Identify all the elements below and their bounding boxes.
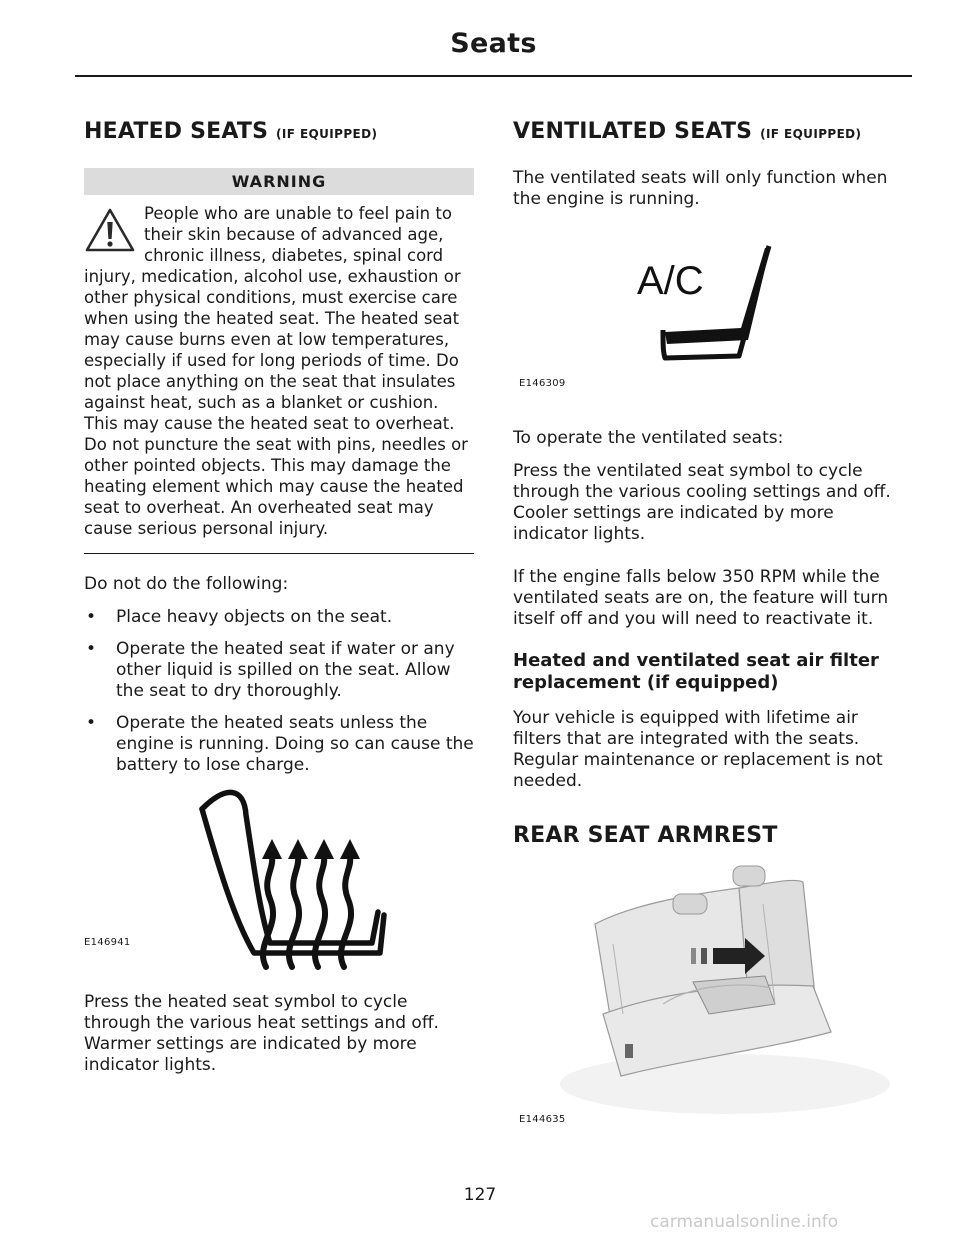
- ac-icon-label: A/C: [637, 259, 704, 303]
- rear-seat-armrest-illustration: [513, 864, 908, 1124]
- ventilated-p2: Press the ventilated seat symbol to cycle through the various cooling settings and off. Cooler settings are indicated by more indicator lights.: [513, 461, 891, 544]
- rear-seat-figure: [513, 864, 908, 1139]
- page-number: 127: [463, 1185, 497, 1205]
- ventilated-seats-heading: [513, 118, 908, 148]
- heading-suffix: (IF EQUIPPED): [760, 127, 862, 141]
- right-column: [513, 118, 908, 1139]
- bullet-marker: •: [86, 607, 97, 627]
- list-item: [84, 607, 474, 628]
- do-not-intro: Do not do the following:: [84, 574, 289, 594]
- list-item: [84, 639, 474, 702]
- list-item-text: Place heavy objects on the seat.: [116, 607, 393, 627]
- warning-box: [84, 168, 474, 554]
- figure-code: E144635: [519, 1114, 566, 1125]
- air-filter-text: Your vehicle is equipped with lifetime air filters that are integrated with the seats. Regular maintenance or replacement is not needed.: [513, 708, 883, 791]
- rear-seat-armrest-heading: REAR SEAT ARMREST: [513, 823, 778, 848]
- header-rule: [75, 75, 912, 77]
- watermark: carmanualsonline.info: [650, 1212, 839, 1232]
- warning-text: People who are unable to feel pain to their skin because of advanced age, chronic illness, diabetes, spinal cord injury, medication, alcohol use, exhaustion or other physical conditions, must exercise care when using the heated seat. The heated seat may cause burns even at low temperatures, especially if used for long periods of time. Do not place anything on the seat that insulates against heat, such as a blanket or cushion. This may cause the heated seat to overheat. Do not puncture the seat with pins, needles or other pointed objects. This may damage the heating element which may cause the heated seat to overheat. An overheated seat may cause serious personal injury.: [84, 204, 468, 538]
- heated-seats-heading: [84, 118, 474, 148]
- list-item: [84, 713, 474, 776]
- bullet-marker: •: [86, 713, 97, 733]
- page-header: [75, 28, 912, 59]
- warning-title: WARNING: [84, 168, 474, 195]
- heated-seat-instructions: Press the heated seat symbol to cycle through the various heat settings and off. Warmer settings are indicated by more indicator lights.: [84, 992, 439, 1075]
- ventilated-seat-figure: [513, 240, 908, 420]
- heated-seat-icon: [84, 787, 474, 972]
- ventilated-seat-icon: [513, 240, 908, 390]
- left-column: [84, 118, 474, 1088]
- warning-triangle-icon: [84, 207, 136, 253]
- figure-code: E146941: [84, 937, 131, 948]
- heading-text: VENTILATED SEATS: [513, 119, 753, 144]
- ventilated-intro: The ventilated seats will only function when the engine is running.: [513, 168, 888, 209]
- bullet-marker: •: [86, 639, 97, 659]
- warning-body: [84, 195, 474, 554]
- do-not-list: [84, 607, 474, 776]
- list-item-text: Operate the heated seats unless the engine is running. Doing so can cause the battery to lose charge.: [116, 713, 474, 775]
- heading-suffix: (IF EQUIPPED): [276, 127, 378, 141]
- heading-text: HEATED SEATS: [84, 119, 269, 144]
- warning-rule: [84, 553, 474, 554]
- heated-seat-figure: [84, 787, 474, 972]
- ventilated-p3: If the engine falls below 350 RPM while the ventilated seats are on, the feature will turn itself off and you will need to reactivate it.: [513, 567, 889, 629]
- air-filter-heading: Heated and ventilated seat air filter replacement (if equipped): [513, 650, 879, 693]
- page-title: Seats: [450, 28, 537, 59]
- ventilated-p1: To operate the ventilated seats:: [513, 428, 784, 448]
- list-item-text: Operate the heated seat if water or any other liquid is spilled on the seat. Allow the seat to dry thoroughly.: [116, 639, 455, 701]
- figure-code: E146309: [519, 378, 566, 389]
